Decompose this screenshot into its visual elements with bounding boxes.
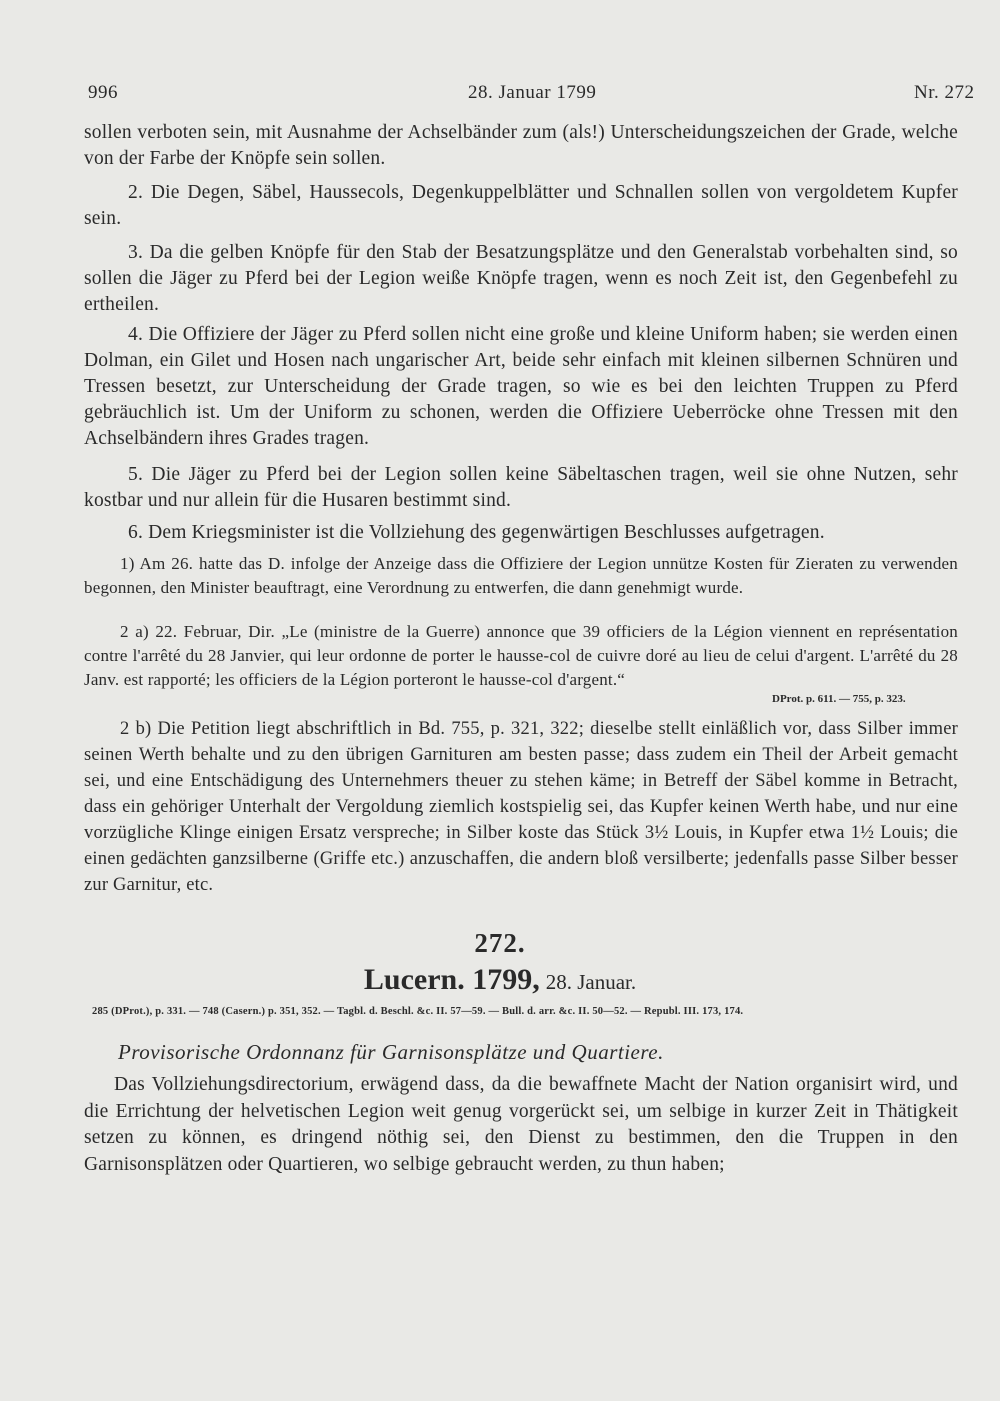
document-source-references: 285 (DProt.), p. 331. — 748 (Casern.) p. 351, 352. — Tagbl. d. Beschl. &c. II. 57—59. — Bull. d. arr. &c. II. 50—52. — Republ. III. 173, 174. [92,1006,744,1017]
paragraph-6: 6. Dem Kriegsminister ist die Vollziehung des gegenwärtigen Beschlusses aufgetragen. [128,522,825,543]
paragraph-3: 3. Da die gelben Knöpfe für den Stab der Besatzungsplätze und den Generalstab vorbehalten sind, so sollen die Jäger zu Pferd bei der Legion weiße Knöpfe tragen, wenn es noch Zeit ist, den Gegenbefehl zu ertheilen. [84,242,958,315]
document-number: 272. [474,928,526,958]
footnote-2a-source: DProt. p. 611. — 755, p. 323. [772,693,906,705]
footnote-2b: 2 b) Die Petition liegt abschriftlich in Bd. 755, p. 321, 322; dieselbe stellt einläßlich vor, dass Silber immer seinen Werth behalte und zu den übrigen Garnituren am besten passe; dass zudem ein Theil der Arbeit gemacht sei, und eine Entschädigung des Unternehmers theuer zu stehen käme; in Betreff der Säbel komme in Betracht, dass ein gehöriger Unterhalt der Vergoldung ziemlich kostspielig sei, das Kupfer keinen Werth habe, und nur eine vorzügliche Klinge einigen Ersatz verspreche; in Silber koste das Stück 3½ Louis, in Kupfer etwa 1½ Louis; die einen gedächten ganzsilberne (Griffe etc.) anzuschaffen, die andern bloß versilberte; jedenfalls passe Silber besser zur Garnitur, etc. [84,719,958,895]
document-place-date [0,963,1000,997]
header-doc-ref: Nr. 272 [914,82,975,103]
header-date: 28. Januar 1799 [468,82,597,103]
document-date: 28. Januar. [545,970,637,994]
footnote-1: 1) Am 26. hatte das D. infolge der Anzeige dass die Offiziere der Legion unnütze Kosten für Zieraten zu verwenden begonnen, den Minister beauftragt, eine Verordnung zu entwerfen, die dann genehmigt wurde. [84,554,958,597]
paragraph-4: 4. Die Offiziere der Jäger zu Pferd sollen nicht eine große und kleine Uniform haben; sie werden einen Dolman, ein Gilet und Hosen nach ungarischer Art, beide sehr einfach mit kleinen silbernen Schnüren und Tressen besetzt, zur Unterscheidung der Grade tragen, so wie es bei den leichten Truppen zu Pferd gebräuchlich ist. Um der Uniform zu schonen, werden die Offiziere Ueberröcke ohne Tressen mit den Achselbändern ihres Grades tragen. [84,324,958,449]
document-body: Das Vollziehungsdirectorium, erwägend dass, da die bewaffnete Macht der Nation organisirt wird, und die Errichtung der helvetischen Legion weit genug vorgerückt sei, um selbige in kurzer Zeit in Thätigkeit setzen zu können, es dringend nöthig sei, den Dienst zu bestimmen, den die Truppen in den Garnisonsplätzen oder Quartieren, wo selbige gebraucht werden, zu thun haben; [84,1074,958,1175]
footnote-2a: 2 a) 22. Februar, Dir. „Le (ministre de la Guerre) annonce que 39 officiers de la Légion viennent en représentation contre l'arrêté du 28 Janvier, qui leur ordonne de porter le hausse-col de cuivre doré au lieu de celui d'argent. L'arrêté du 28 Janv. est rapporté; les officiers de la Légion porteront le hausse-col d'argent.“ [84,622,958,689]
paragraph-2: 2. Die Degen, Säbel, Haussecols, Degenkuppelblätter und Schnallen sollen von vergoldetem Kupfer sein. [84,182,958,229]
page-number: 996 [88,82,118,103]
document-place-year: Lucern. 1799, [363,963,540,996]
paragraph-5: 5. Die Jäger zu Pferd bei der Legion sollen keine Säbeltaschen tragen, weil sie ohne Nutzen, sehr kostbar und nur allein für die Husaren bestimmt sind. [84,464,958,511]
document-title: Provisorische Ordonnanz für Garnisonsplätze und Quartiere. [118,1040,664,1064]
paragraph-continuation: sollen verboten sein, mit Ausnahme der Achselbänder zum (als!) Unterscheidungszeichen der Grade, welche von der Farbe der Knöpfe sein sollen. [84,122,958,169]
